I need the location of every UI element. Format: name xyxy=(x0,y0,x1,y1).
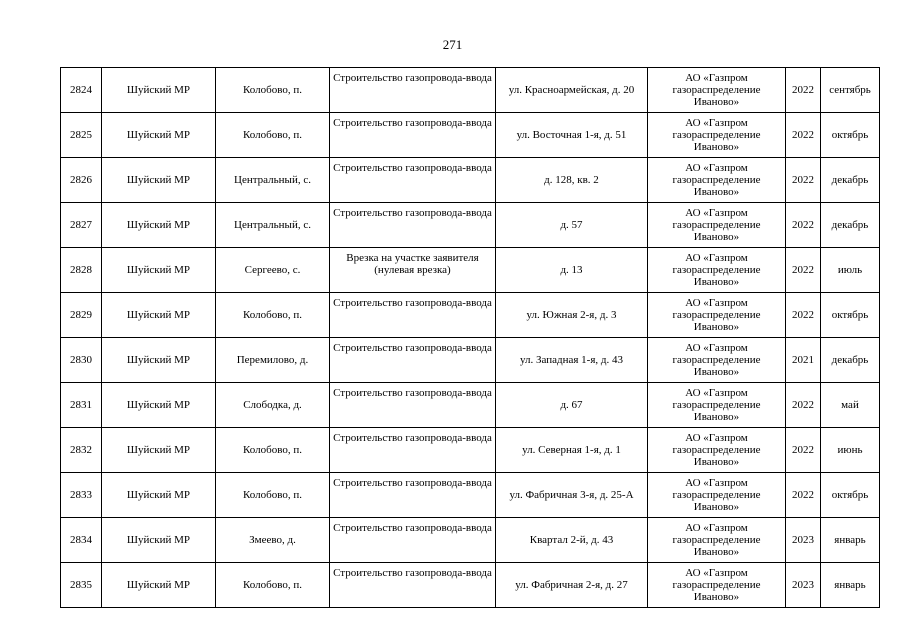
year-cell: 2022 xyxy=(786,68,821,113)
work-type-cell: Строительство газопровода-ввода xyxy=(330,113,496,158)
month-cell: декабрь xyxy=(821,203,880,248)
year-cell: 2022 xyxy=(786,383,821,428)
work-type-cell: Строительство газопровода-ввода xyxy=(330,338,496,383)
year-cell: 2022 xyxy=(786,293,821,338)
registry-body xyxy=(61,68,880,608)
district-cell: Шуйский МР xyxy=(102,473,216,518)
table-row xyxy=(61,383,880,428)
month-cell: декабрь xyxy=(821,338,880,383)
district-cell: Шуйский МР xyxy=(102,563,216,608)
organization-cell: АО «Газпром газораспределение Иваново» xyxy=(648,293,786,338)
district-cell: Шуйский МР xyxy=(102,338,216,383)
organization-cell: АО «Газпром газораспределение Иваново» xyxy=(648,518,786,563)
month-cell: октябрь xyxy=(821,293,880,338)
locality-cell: Колобово, п. xyxy=(216,563,330,608)
address-cell: д. 57 xyxy=(496,203,648,248)
month-cell: декабрь xyxy=(821,158,880,203)
work-type-cell: Строительство газопровода-ввода xyxy=(330,68,496,113)
page-number: 271 xyxy=(442,37,463,52)
month-cell: октябрь xyxy=(821,473,880,518)
table-row xyxy=(61,203,880,248)
row-number: 2825 xyxy=(61,113,102,158)
locality-cell: Змеево, д. xyxy=(216,518,330,563)
row-number: 2833 xyxy=(61,473,102,518)
year-cell: 2023 xyxy=(786,563,821,608)
district-cell: Шуйский МР xyxy=(102,113,216,158)
district-cell: Шуйский МР xyxy=(102,293,216,338)
district-cell: Шуйский МР xyxy=(102,428,216,473)
district-cell: Шуйский МР xyxy=(102,203,216,248)
year-cell: 2021 xyxy=(786,338,821,383)
row-number: 2828 xyxy=(61,248,102,293)
table-row xyxy=(61,113,880,158)
organization-cell: АО «Газпром газораспределение Иваново» xyxy=(648,428,786,473)
locality-cell: Перемилово, д. xyxy=(216,338,330,383)
organization-cell: АО «Газпром газораспределение Иваново» xyxy=(648,203,786,248)
locality-cell: Колобово, п. xyxy=(216,68,330,113)
organization-cell: АО «Газпром газораспределение Иваново» xyxy=(648,68,786,113)
table-row xyxy=(61,158,880,203)
organization-cell: АО «Газпром газораспределение Иваново» xyxy=(648,113,786,158)
locality-cell: Колобово, п. xyxy=(216,473,330,518)
table-row xyxy=(61,563,880,608)
address-cell: ул. Южная 2-я, д. 3 xyxy=(496,293,648,338)
locality-cell: Сергеево, с. xyxy=(216,248,330,293)
row-number: 2824 xyxy=(61,68,102,113)
organization-cell: АО «Газпром газораспределение Иваново» xyxy=(648,158,786,203)
locality-cell: Слободка, д. xyxy=(216,383,330,428)
district-cell: Шуйский МР xyxy=(102,248,216,293)
locality-cell: Колобово, п. xyxy=(216,428,330,473)
year-cell: 2022 xyxy=(786,428,821,473)
work-type-cell: Строительство газопровода-ввода xyxy=(330,518,496,563)
address-cell: ул. Восточная 1-я, д. 51 xyxy=(496,113,648,158)
work-type-cell: Строительство газопровода-ввода xyxy=(330,203,496,248)
district-cell: Шуйский МР xyxy=(102,383,216,428)
month-cell: сентябрь xyxy=(821,68,880,113)
address-cell: д. 128, кв. 2 xyxy=(496,158,648,203)
work-type-cell: Строительство газопровода-ввода xyxy=(330,293,496,338)
address-cell: Квартал 2-й, д. 43 xyxy=(496,518,648,563)
organization-cell: АО «Газпром газораспределение Иваново» xyxy=(648,383,786,428)
row-number: 2834 xyxy=(61,518,102,563)
locality-cell: Центральный, с. xyxy=(216,158,330,203)
table-row xyxy=(61,293,880,338)
work-type-cell: Строительство газопровода-ввода xyxy=(330,383,496,428)
row-number: 2826 xyxy=(61,158,102,203)
row-number: 2827 xyxy=(61,203,102,248)
table-row xyxy=(61,248,880,293)
address-cell: ул. Северная 1-я, д. 1 xyxy=(496,428,648,473)
year-cell: 2023 xyxy=(786,518,821,563)
address-cell: д. 67 xyxy=(496,383,648,428)
table-row xyxy=(61,473,880,518)
table-row xyxy=(61,428,880,473)
row-number: 2832 xyxy=(61,428,102,473)
row-number: 2830 xyxy=(61,338,102,383)
address-cell: ул. Красноармейская, д. 20 xyxy=(496,68,648,113)
work-type-cell: Строительство газопровода-ввода xyxy=(330,473,496,518)
organization-cell: АО «Газпром газораспределение Иваново» xyxy=(648,563,786,608)
year-cell: 2022 xyxy=(786,158,821,203)
year-cell: 2022 xyxy=(786,203,821,248)
organization-cell: АО «Газпром газораспределение Иваново» xyxy=(648,473,786,518)
district-cell: Шуйский МР xyxy=(102,518,216,563)
address-cell: ул. Фабричная 3-я, д. 25-А xyxy=(496,473,648,518)
table-row xyxy=(61,338,880,383)
organization-cell: АО «Газпром газораспределение Иваново» xyxy=(648,248,786,293)
row-number: 2831 xyxy=(61,383,102,428)
work-type-cell: Строительство газопровода-ввода xyxy=(330,428,496,473)
work-type-cell: Строительство газопровода-ввода xyxy=(330,158,496,203)
month-cell: октябрь xyxy=(821,113,880,158)
work-type-cell: Врезка на участке заявителя (нулевая врезка) xyxy=(330,248,496,293)
month-cell: январь xyxy=(821,518,880,563)
organization-cell: АО «Газпром газораспределение Иваново» xyxy=(648,338,786,383)
month-cell: май xyxy=(821,383,880,428)
gasification-registry-table xyxy=(60,67,880,608)
row-number: 2829 xyxy=(61,293,102,338)
work-type-cell: Строительство газопровода-ввода xyxy=(330,563,496,608)
address-cell: ул. Фабричная 2-я, д. 27 xyxy=(496,563,648,608)
district-cell: Шуйский МР xyxy=(102,158,216,203)
table-row xyxy=(61,68,880,113)
month-cell: январь xyxy=(821,563,880,608)
month-cell: июль xyxy=(821,248,880,293)
locality-cell: Колобово, п. xyxy=(216,113,330,158)
address-cell: д. 13 xyxy=(496,248,648,293)
year-cell: 2022 xyxy=(786,113,821,158)
year-cell: 2022 xyxy=(786,248,821,293)
locality-cell: Центральный, с. xyxy=(216,203,330,248)
row-number: 2835 xyxy=(61,563,102,608)
month-cell: июнь xyxy=(821,428,880,473)
locality-cell: Колобово, п. xyxy=(216,293,330,338)
table-row xyxy=(61,518,880,563)
year-cell: 2022 xyxy=(786,473,821,518)
district-cell: Шуйский МР xyxy=(102,68,216,113)
address-cell: ул. Западная 1-я, д. 43 xyxy=(496,338,648,383)
